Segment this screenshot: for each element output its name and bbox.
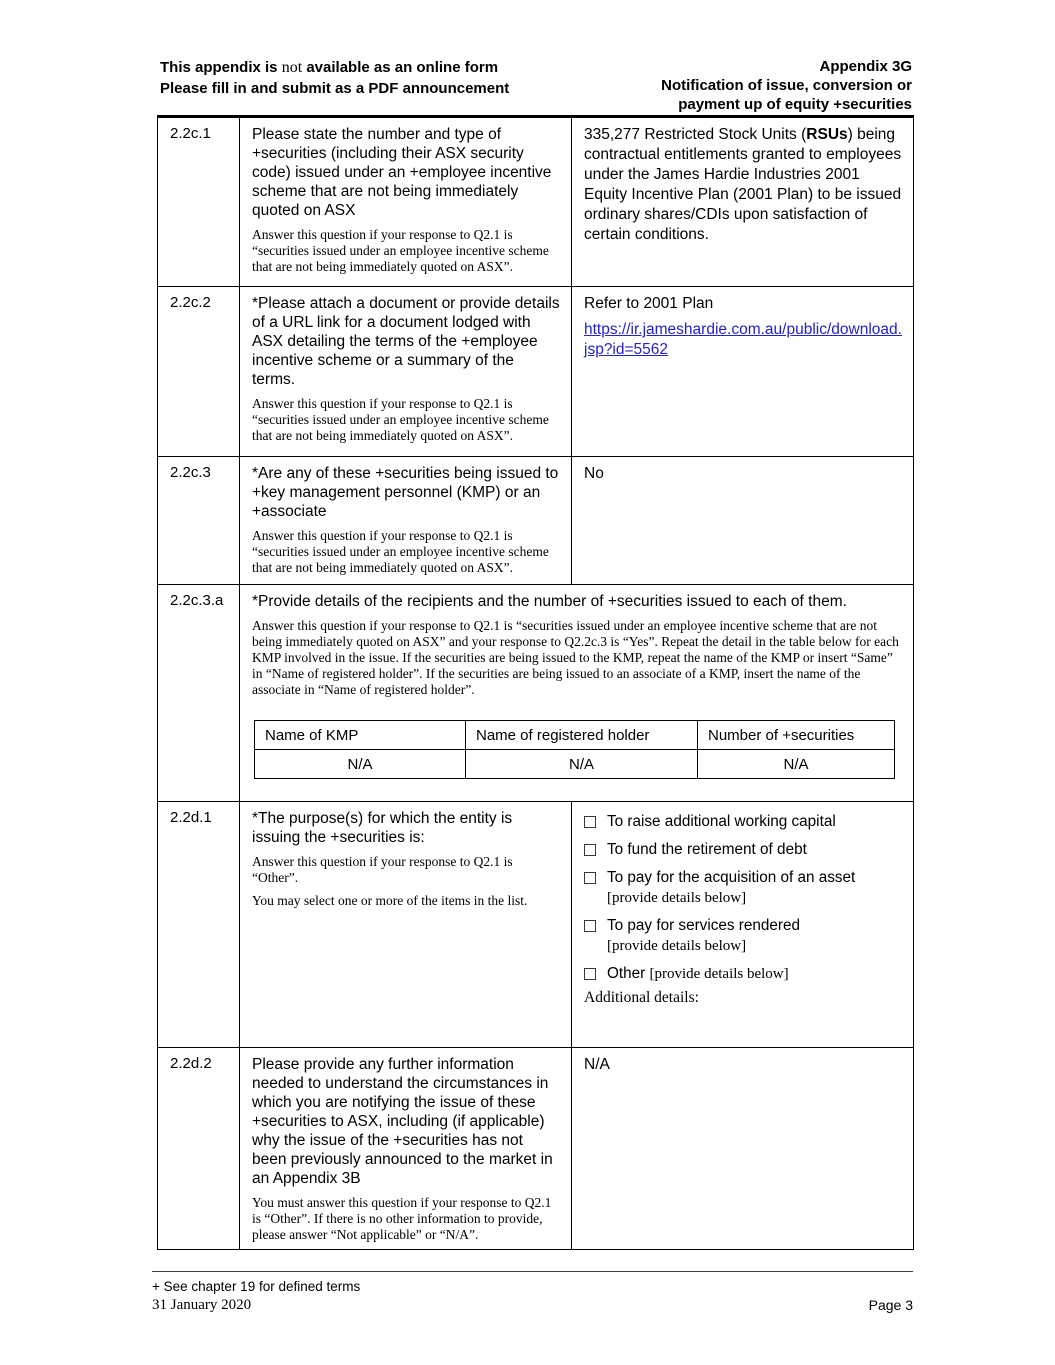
option-label-wrap — [607, 868, 855, 908]
header-right — [661, 57, 912, 114]
purpose-options-list — [584, 809, 903, 984]
header-left-not-word: not — [281, 59, 303, 76]
option-label-wrap — [607, 916, 800, 956]
row-2-2d-1 — [158, 802, 914, 1048]
option-label: To pay for the acquisition of an asset — [607, 869, 856, 886]
item-number: 2.2d.1 — [158, 802, 240, 1048]
question-note: You must answer this question if your response to Q2.1 is “Other”. If there is no other information to provide, please answer “Not applicable” or “N/A”. — [252, 1195, 552, 1242]
row-2-2c-3a — [158, 585, 914, 802]
purpose-option-working-capital — [584, 812, 903, 832]
kmp-header-number: Number of +securities — [698, 721, 895, 750]
form-table-wrapper — [157, 115, 914, 1250]
checkbox-retire-debt[interactable] — [584, 844, 596, 856]
answer-suffix: ) being contractual entitlements granted to employees under the James Hardie Industries 2001 Equity Incentive Plan (2001 Plan) to be issued ordinary shares/CDIs upon satisfaction of certain conditions. — [584, 126, 902, 243]
row-2-2d-2 — [158, 1048, 914, 1250]
option-detail: [provide details below] — [607, 890, 747, 906]
row-2-2c-2 — [158, 287, 914, 457]
checkbox-services[interactable] — [584, 920, 596, 932]
kmp-header-name: Name of KMP — [255, 721, 466, 750]
plan-document-link[interactable]: https://ir.jameshardie.com.au/public/download.jsp?id=5562 — [584, 321, 902, 358]
answer-bold-term: RSUs — [806, 126, 848, 143]
item-number: 2.2c.1 — [158, 117, 240, 287]
answer-prefix: 335,277 Restricted Stock Units ( — [584, 126, 807, 143]
question-text: *Please attach a document or provide details of a URL link for a document lodged with ASX detailing the terms of the +employee incentive scheme or a summary of the terms. — [252, 295, 560, 388]
page-header — [160, 57, 912, 114]
header-left-line1-prefix: This appendix is — [160, 59, 278, 76]
page-number: Page 3 — [868, 1297, 913, 1313]
appendix-subtitle-line2: payment up of equity +securities — [678, 96, 912, 113]
page-footer — [152, 1271, 913, 1314]
question-note: Answer this question if your response to Q2.1 is “securities issued under an employee incentive scheme that are not being immediately quoted on ASX”. — [252, 396, 549, 443]
checkbox-acquisition[interactable] — [584, 872, 596, 884]
answer-text — [584, 125, 903, 245]
kmp-header-row — [255, 721, 895, 750]
question-note: Answer this question if your response to Q2.1 is “securities issued under an employee incentive scheme that are not being immediately quoted on ASX”. — [252, 227, 549, 274]
question-note: Answer this question if your response to Q2.1 is “securities issued under an employee incentive scheme that are not being immediately quoted on ASX”. — [252, 528, 549, 575]
row-2-2c-1 — [158, 117, 914, 287]
header-left — [160, 57, 509, 114]
question-note-2: You may select one or more of the items in the list. — [252, 893, 528, 908]
option-label: Other — [607, 965, 646, 982]
footer-date: 31 January 2020 — [152, 1297, 252, 1313]
question-text: *Provide details of the recipients and the number of +securities issued to each of them. — [252, 593, 847, 610]
option-label: To pay for services rendered — [607, 917, 801, 934]
header-left-line2: Please fill in and submit as a PDF announcement — [160, 80, 510, 97]
checkbox-working-capital[interactable] — [584, 816, 596, 828]
header-left-line1-suffix: available as an online form — [306, 59, 499, 76]
row-2-2c-3 — [158, 457, 914, 585]
option-detail: [provide details below] — [607, 938, 747, 954]
question-text: *Are any of these +securities being issued to +key management personnel (KMP) or an +associate — [252, 465, 559, 520]
option-detail: [provide details below] — [649, 966, 789, 982]
appendix-title: Appendix 3G — [819, 58, 912, 75]
kmp-value-holder: N/A — [466, 750, 698, 779]
kmp-header-holder: Name of registered holder — [466, 721, 698, 750]
defined-terms-note: + See chapter 19 for defined terms — [152, 1279, 361, 1294]
kmp-value-row — [255, 750, 895, 779]
purpose-option-services — [584, 916, 903, 956]
answer-text: N/A — [584, 1056, 610, 1073]
purpose-option-acquisition — [584, 868, 903, 908]
kmp-value-name: N/A — [255, 750, 466, 779]
additional-details-label: Additional details: — [584, 989, 699, 1006]
checkbox-other[interactable] — [584, 968, 596, 980]
kmp-value-number: N/A — [698, 750, 895, 779]
question-note: Answer this question if your response to Q2.1 is “Other”. — [252, 854, 513, 885]
item-number: 2.2c.2 — [158, 287, 240, 457]
answer-text: No — [584, 465, 604, 482]
item-number: 2.2d.2 — [158, 1048, 240, 1250]
appendix-subtitle-line1: Notification of issue, conversion or — [661, 77, 912, 94]
question-text: Please state the number and type of +securities (including their ASX security code) issued under an +employee incentive scheme that are not being immediately quoted on ASX — [252, 126, 552, 219]
form-table — [157, 115, 914, 1250]
purpose-option-retire-debt — [584, 840, 903, 860]
option-label-wrap — [607, 964, 789, 984]
item-number: 2.2c.3 — [158, 457, 240, 585]
answer-text: Refer to 2001 Plan — [584, 295, 714, 312]
item-number: 2.2c.3.a — [158, 585, 240, 802]
question-note: Answer this question if your response to Q2.1 is “securities issued under an employee incentive scheme that are not being immediately quoted on ASX” and your response to Q2.2c.3 is “Yes”. Repeat the detail in the table below for each KMP involved in the issue. If the securities are being issued to the KMP, repeat the name of the KMP or insert “Same” in “Name of registered holder”. If the securities are being issued to an associate of a KMP, insert the name of the associate in “Name of registered holder”. — [252, 618, 899, 697]
option-label: To raise additional working capital — [607, 813, 836, 830]
question-text: *The purpose(s) for which the entity is issuing the +securities is: — [252, 810, 513, 846]
header-left-line1 — [160, 57, 509, 78]
purpose-option-other — [584, 964, 903, 984]
question-text: Please provide any further information needed to understand the circumstances in which you are notifying the issue of these +securities to ASX, including (if applicable) why the issue of the +securities has not been previously announced to the market in an Appendix 3B — [252, 1056, 553, 1187]
option-label: To fund the retirement of debt — [607, 841, 807, 858]
kmp-table — [254, 720, 895, 779]
